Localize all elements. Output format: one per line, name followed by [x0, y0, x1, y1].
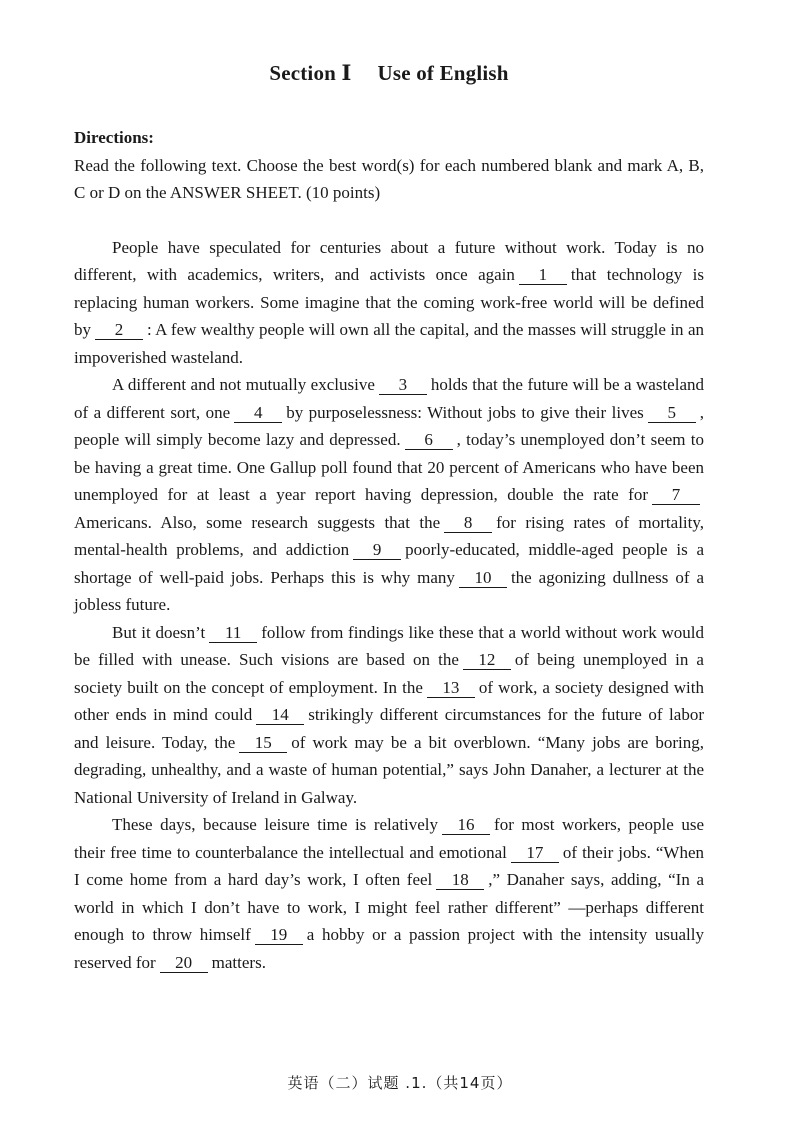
paragraph-4: These days, because leisure time is relatively 16 for most workers, people use their free time to counterbalance the intellectual and emotional 17 of their jobs. “When I come home from a hard day’s work, I often feel 18 ,” Danaher says, adding, “In a world in which I don’t have to work, I might feel rather different” —perhaps different enough to throw himself 19 a hobby or a passion project with the intensity usually reserved for 20 matters. [74, 815, 705, 972]
blank-16: 16 [442, 815, 490, 835]
blank-6: 6 [405, 430, 453, 450]
blank-19: 19 [255, 925, 303, 945]
directions-heading: Directions: [74, 128, 154, 147]
blank-3: 3 [379, 375, 427, 395]
blank-7: 7 [652, 485, 700, 505]
blank-11: 11 [209, 623, 257, 643]
directions-text: Read the following text. Choose the best word(s) for each numbered blank and mark A, B, C or D on the ANSWER SHEET. (10 points) [74, 155, 704, 202]
blank-2: 2 [95, 320, 143, 340]
page-title [74, 60, 704, 86]
blank-1: 1 [519, 265, 567, 285]
paragraph-2: A different and not mutually exclusive 3 holds that the future will be a wasteland of a different sort, one 4 by purposelessness: Without jobs to give their lives 5 , people will simply become lazy and depressed. 6 , today’s unemployed don’t seem to be having a great time. One Gallup poll found that 20 percent of Americans who have been unemployed for at least a year report having depression, double the rate for 7Americans. Also, some research suggests that the 8 for rising rates of mortality, mental-health problems, and addiction 9 poorly-educated, middle-aged people is a shortage of well-paid jobs. Perhaps this is why many 10 the agonizing dullness of a jobless future. [74, 375, 705, 614]
blank-17: 17 [511, 843, 559, 863]
blank-9: 9 [353, 540, 401, 560]
blank-13: 13 [427, 678, 475, 698]
blank-18: 18 [436, 870, 484, 890]
paragraph-3: But it doesn’t 11 follow from findings like these that a world without work would be filled with unease. Such visions are based on the 12 of being unemployed in a society built on the concept of employment. In the 13 of work, a society designed with other ends in mind could 14 strikingly different circumstances for the future of labor and leisure. Today, the 15 of work may be a bit overblown. “Many jobs are boring, degrading, unhealthy, and a waste of human potential,” says John Danaher, a lecturer at the National University of Ireland in Galway. [74, 622, 704, 807]
blank-15: 15 [239, 733, 287, 753]
blank-14: 14 [256, 705, 304, 725]
blank-5: 5 [648, 403, 696, 423]
page-footer: 英语（二）试题 .1.（共14页） [287, 1074, 513, 1092]
exam-page [74, 56, 704, 976]
blank-8: 8 [444, 513, 492, 533]
blank-20: 20 [160, 953, 208, 973]
section-title: Use of English [377, 61, 509, 85]
blank-12: 12 [463, 650, 511, 670]
paragraph-1: People have speculated for centuries about a future without work. Today is no different, with academics, writers, and activists once again 1 that technology is replacing human workers. Some imagine that the coming work-free world will be defined by 2 : A few wealthy people will own all the capital, and the masses will struggle in an impoverished wasteland. [74, 237, 704, 367]
blank-10: 10 [459, 568, 507, 588]
section-label: Section Ⅰ [269, 61, 352, 85]
blank-4: 4 [234, 403, 282, 423]
